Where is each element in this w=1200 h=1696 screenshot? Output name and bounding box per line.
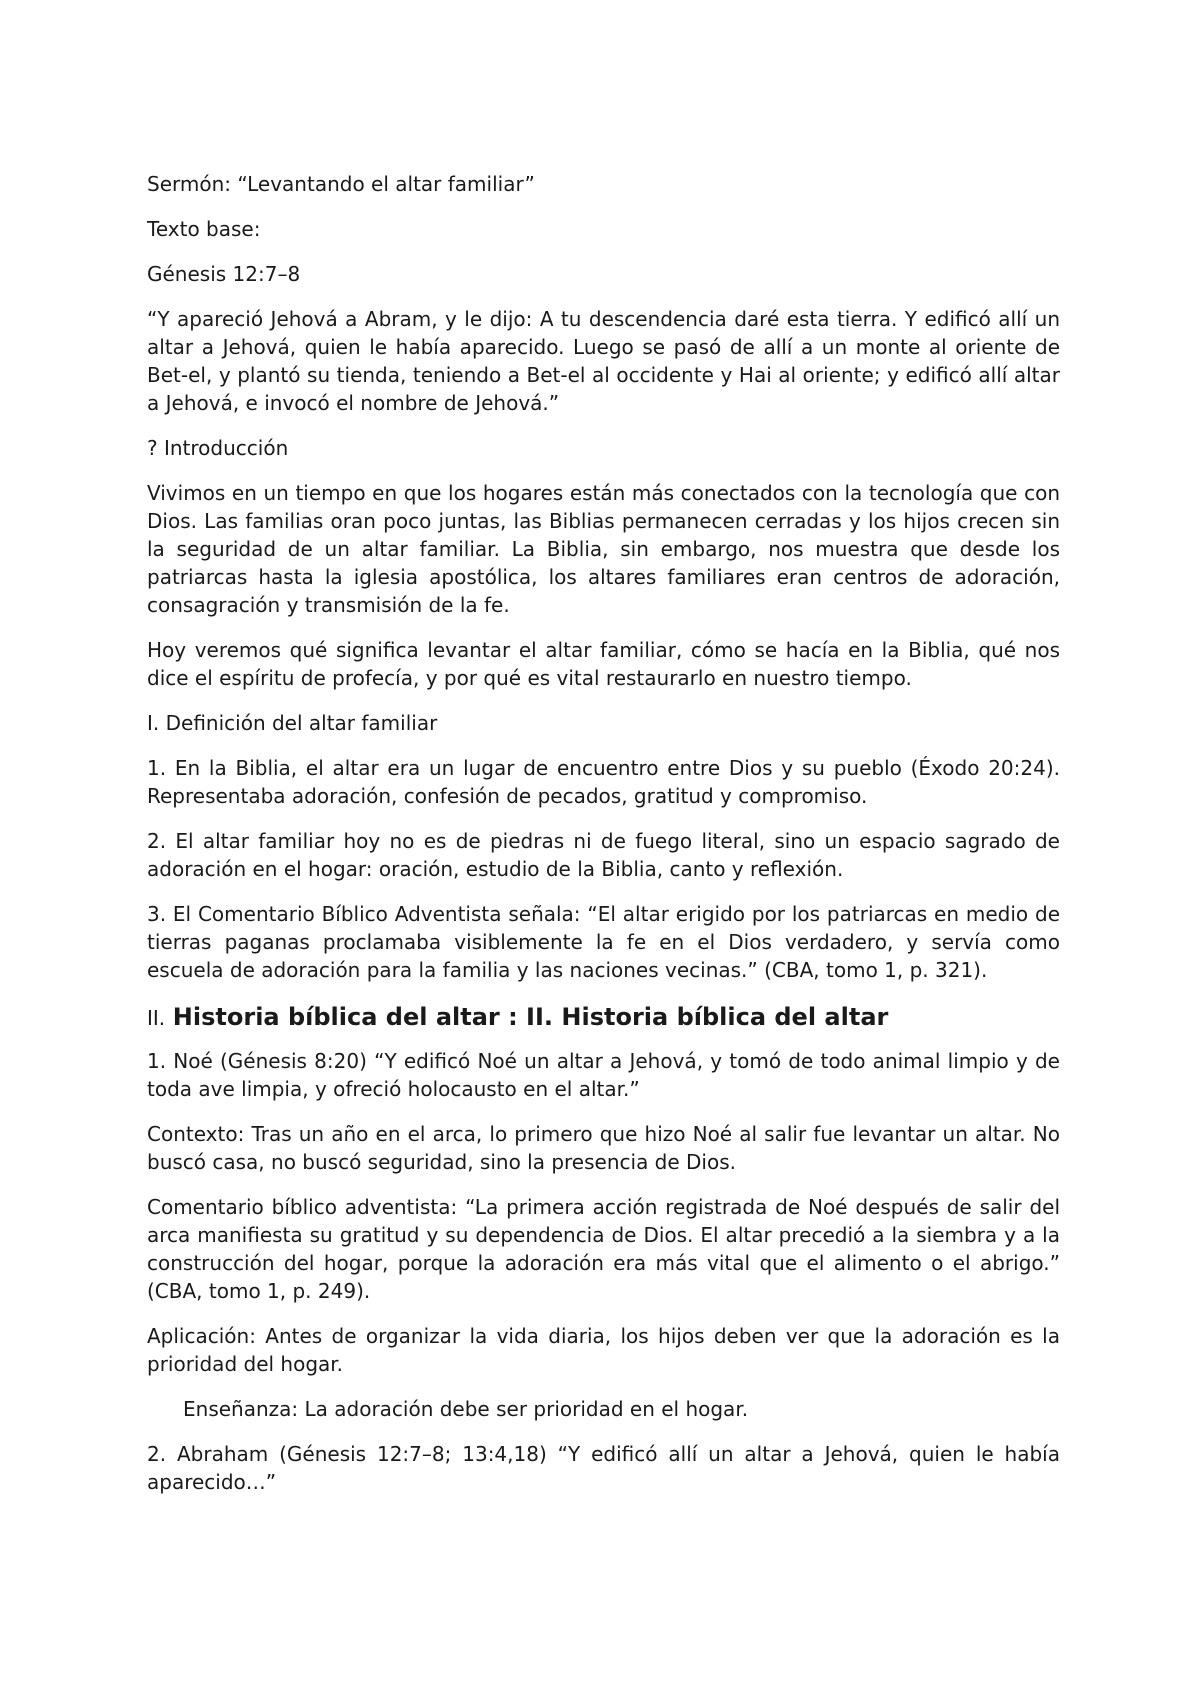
intro-paragraph-2: Hoy veremos qué significa levantar el altar familiar, cómo se hacía en la Biblia, qué nos dice el espíritu de profecía, y por qué es vital restaurarlo en nuestro tiempo.: [147, 638, 1060, 690]
section-2-context: Contexto: Tras un año en el arca, lo primero que hizo Noé al salir fue levantar un altar. No buscó casa, no buscó seguridad, sino la presencia de Dios.: [147, 1122, 1060, 1174]
intro-paragraph-1: Vivimos en un tiempo en que los hogares están más conectados con la tecnología que con Dios. Las familias oran poco juntas, las Biblias permanecen cerradas y los hijos crecen sin la seguridad de un altar familiar. La Biblia, sin embargo, nos muestra que desde los patriarcas hasta la iglesia apostólica, los altares familiares eran centros de adoración, consagración y transmisión de la fe.: [147, 481, 1060, 617]
section-2-commentary: Comentario bíblico adventista: “La primera acción registrada de Noé después de salir del arca manifiesta su gratitud y su dependencia de Dios. El altar precedió a la siembra y a la construcción del hogar, porque la adoración era más vital que el alimento o el abrigo.” (CBA, tomo 1, p. 249).: [147, 1195, 1060, 1303]
section-2-item-abraham: 2. Abraham (Génesis 12:7–8; 13:4,18) “Y edificó allí un altar a Jehová, quien le había aparecido…”: [147, 1442, 1060, 1494]
intro-heading: ? Introducción: [147, 436, 289, 460]
section-1-item-1: 1. En la Biblia, el altar era un lugar de encuentro entre Dios y su pueblo (Éxodo 20:24). Representaba adoración, confesión de pecados, gratitud y compromiso.: [147, 756, 1060, 808]
section-2-title: Historia bíblica del altar : II. Historia bíblica del altar: [172, 1003, 889, 1031]
section-2-item-noe: 1. Noé (Génesis 8:20) “Y edificó Noé un altar a Jehová, y tomó de todo animal limpio y de toda ave limpia, y ofreció holocausto en el altar.”: [147, 1049, 1060, 1101]
section-2-teaching: Enseñanza: La adoración debe ser prioridad en el hogar.: [183, 1397, 749, 1421]
section-2-application: Aplicación: Antes de organizar la vida diaria, los hijos deben ver que la adoración es la prioridad del hogar.: [147, 1324, 1060, 1376]
section-2-number: II.: [147, 1006, 166, 1030]
section-1-item-2: 2. El altar familiar hoy no es de piedras ni de fuego literal, sino un espacio sagrado de adoración en el hogar: oración, estudio de la Biblia, canto y reflexión.: [147, 829, 1060, 881]
base-quote: “Y apareció Jehová a Abram, y le dijo: A tu descendencia daré esta tierra. Y edificó allí un altar a Jehová, quien le había aparecido. Luego se pasó de allí a un monte al oriente de Bet-el, y plantó su tienda, teniendo a Bet-el al occidente y Hai al oriente; y edificó allí altar a Jehová, e invocó el nombre de Jehová.”: [147, 307, 1060, 415]
base-text-label: Texto base:: [147, 217, 261, 241]
section-1-heading: I. Definición del altar familiar: [147, 711, 438, 735]
document-page: [147, 170, 1060, 1513]
section-1-item-3: 3. El Comentario Bíblico Adventista señala: “El altar erigido por los patriarcas en medio de tierras paganas proclamaba visiblemente la fe en el Dios verdadero, y servía como escuela de adoración para la familia y las naciones vecinas.” (CBA, tomo 1, p. 321).: [147, 902, 1060, 982]
sermon-title: Sermón: “Levantando el altar familiar”: [147, 172, 535, 196]
section-2-heading: [147, 1001, 1060, 1034]
base-reference: Génesis 12:7–8: [147, 262, 301, 286]
